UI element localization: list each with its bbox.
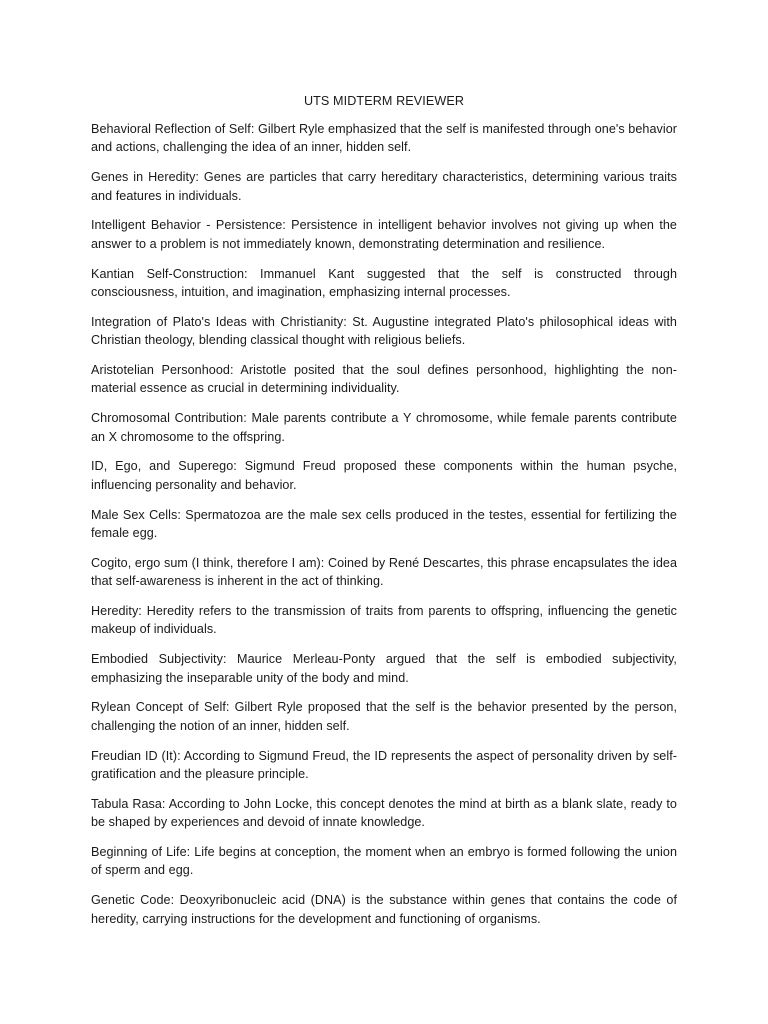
entry-heredity: Heredity: Heredity refers to the transmission of traits from parents to offspring, influencing the genetic makeup of individuals. <box>91 604 677 637</box>
entry-behavioral-reflection-of-self: Behavioral Reflection of Self: Gilbert Ryle emphasized that the self is manifested through one's behavior and actions, challenging the idea of an inner, hidden self. <box>91 122 677 155</box>
entry-beginning-of-life: Beginning of Life: Life begins at conception, the moment when an embryo is formed following the union of sperm and egg. <box>91 845 677 878</box>
entry-cogito-ergo-sum: Cogito, ergo sum (I think, therefore I am): Coined by René Descartes, this phrase encapsulates the idea that self-awareness is inherent in the act of thinking. <box>91 555 677 589</box>
entry-freudian-id: Freudian ID (It): According to Sigmund Freud, the ID represents the aspect of personality driven by self-gratification and the pleasure principle. <box>91 748 677 782</box>
entry-plato-christianity: Integration of Plato's Ideas with Christianity: St. Augustine integrated Plato's philosophical ideas with Christian theology, blending classical thought with religious beliefs. <box>91 314 677 348</box>
entry-rylean-concept-of-self: Rylean Concept of Self: Gilbert Ryle proposed that the self is the behavior presented by the person, challenging the notion of an inner, hidden self. <box>91 700 677 733</box>
entry-intelligent-behavior-persistence: Intelligent Behavior - Persistence: Persistence in intelligent behavior involves not giving up when the answer to a problem is not immediately known, demonstrating determination and resilience. <box>91 218 677 251</box>
entry-kantian-self-construction: Kantian Self-Construction: Immanuel Kant suggested that the self is constructed through consciousness, intuition, and imagination, emphasizing internal processes. <box>91 266 677 300</box>
entry-genes-in-heredity: Genes in Heredity: Genes are particles that carry hereditary characteristics, determining various traits and features in individuals. <box>91 170 677 203</box>
entry-genetic-code: Genetic Code: Deoxyribonucleic acid (DNA) is the substance within genes that contains the code of heredity, carrying instructions for the development and functioning of organisms. <box>91 893 677 926</box>
entry-id-ego-superego: ID, Ego, and Superego: Sigmund Freud proposed these components within the human psyche, influencing personality and behavior. <box>91 459 677 492</box>
reviewer-entries <box>91 120 677 928</box>
entry-chromosomal-contribution: Chromosomal Contribution: Male parents contribute a Y chromosome, while female parents contribute an X chromosome to the offspring. <box>91 411 677 444</box>
entry-embodied-subjectivity: Embodied Subjectivity: Maurice Merleau-Ponty argued that the self is embodied subjectivity, emphasizing the inseparable unity of the body and mind. <box>91 652 677 685</box>
entry-aristotelian-personhood: Aristotelian Personhood: Aristotle posited that the soul defines personhood, highlighting the non-material essence as crucial in determining individuality. <box>91 363 677 396</box>
entry-male-sex-cells: Male Sex Cells: Spermatozoa are the male sex cells produced in the testes, essential for fertilizing the female egg. <box>91 507 677 541</box>
entry-tabula-rasa: Tabula Rasa: According to John Locke, this concept denotes the mind at birth as a blank slate, ready to be shaped by experiences and devoid of innate knowledge. <box>91 796 677 830</box>
document-title: UTS MIDTERM REVIEWER <box>303 94 465 108</box>
